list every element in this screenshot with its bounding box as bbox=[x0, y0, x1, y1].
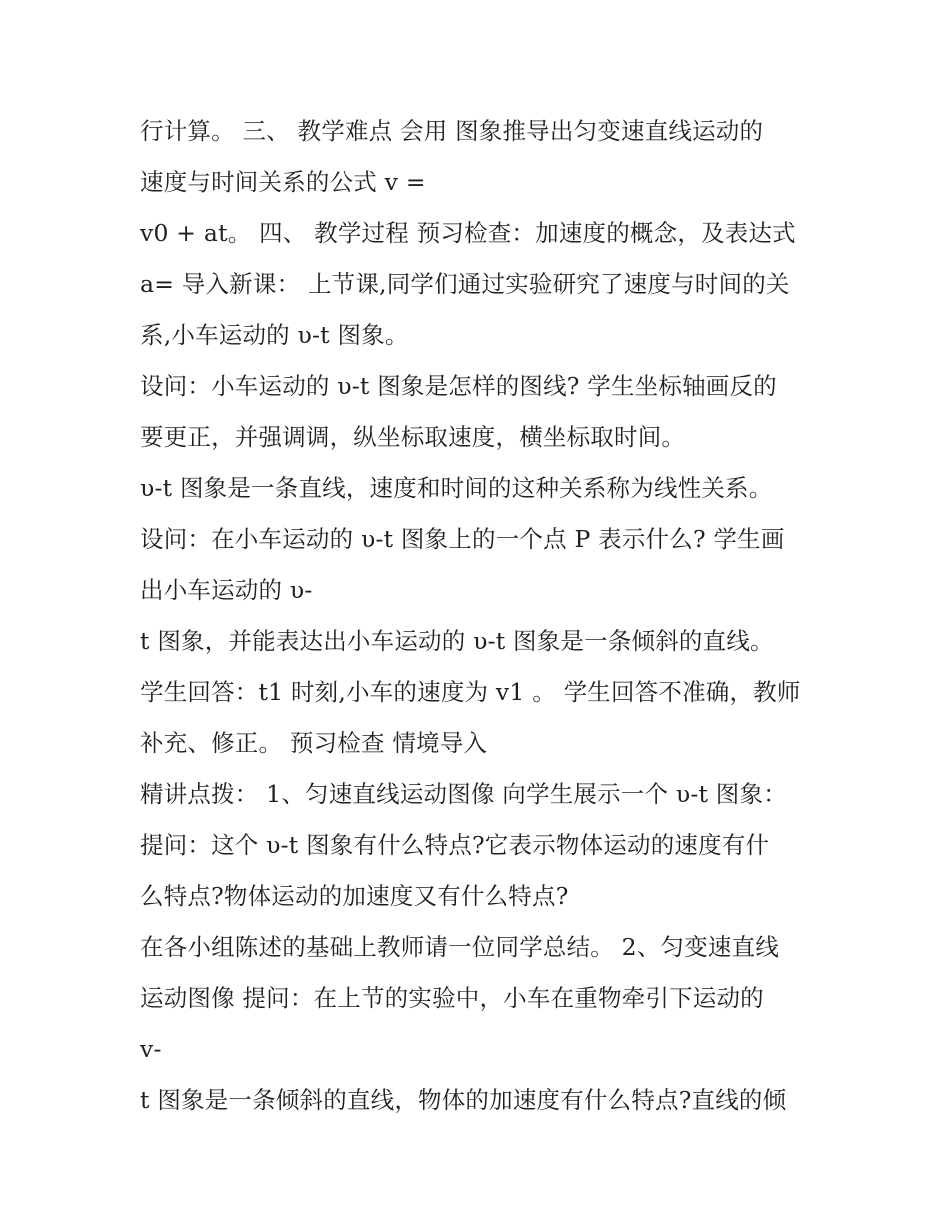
text-line-12: 学生回答：t1 时刻,小车的速度为 v1 。 学生回答不准确，教师 bbox=[140, 678, 801, 706]
text-line-7: 要更正，并强调调，纵坐标取速度，横坐标取时间。 bbox=[140, 423, 686, 451]
text-line-10: 出小车运动的 υ- bbox=[140, 576, 313, 604]
text-line-2: 速度与时间关系的公式 v = bbox=[140, 168, 426, 196]
text-line-1: 行计算。 三、 教学难点 会用 图象推导出匀变速直线运动的 bbox=[140, 117, 764, 145]
text-line-19: v- bbox=[140, 1035, 162, 1063]
text-line-20: t 图象是一条倾斜的直线，物体的加速度有什么特点?直线的倾 bbox=[140, 1086, 787, 1114]
text-line-3: v0 + at。 四、 教学过程 预习检查：加速度的概念，及表达式 bbox=[140, 219, 796, 247]
text-line-17: 在各小组陈述的基础上教师请一位同学总结。 2、匀变速直线 bbox=[140, 933, 780, 961]
text-line-8: υ-t 图象是一条直线，速度和时间的这种关系称为线性关系。 bbox=[140, 474, 773, 502]
document-body bbox=[140, 106, 820, 1126]
text-line-15: 提问：这个 υ-t 图象有什么特点?它表示物体运动的速度有什 bbox=[140, 831, 770, 859]
text-line-11: t 图象，并能表达出小车运动的 υ-t 图象是一条倾斜的直线。 bbox=[140, 627, 774, 655]
text-line-13: 补充、修正。 预习检查 情境导入 bbox=[140, 729, 488, 757]
text-line-4: a= 导入新课： 上节课,同学们通过实验研究了速度与时间的关 bbox=[140, 270, 790, 298]
text-line-5: 系,小车运动的 υ-t 图象。 bbox=[140, 321, 409, 349]
text-line-6: 设问：小车运动的 υ-t 图象是怎样的图线? 学生坐标轴画反的 bbox=[140, 372, 777, 400]
text-line-9: 设问：在小车运动的 υ-t 图象上的一个点 P 表示什么? 学生画 bbox=[140, 525, 785, 553]
text-line-14: 精讲点拨： 1、匀速直线运动图像 向学生展示一个 υ-t 图象： bbox=[140, 780, 787, 808]
text-line-16: 么特点?物体运动的加速度又有什么特点? bbox=[140, 882, 569, 910]
text-line-18: 运动图像 提问：在上节的实验中，小车在重物牵引下运动的 bbox=[140, 984, 764, 1012]
